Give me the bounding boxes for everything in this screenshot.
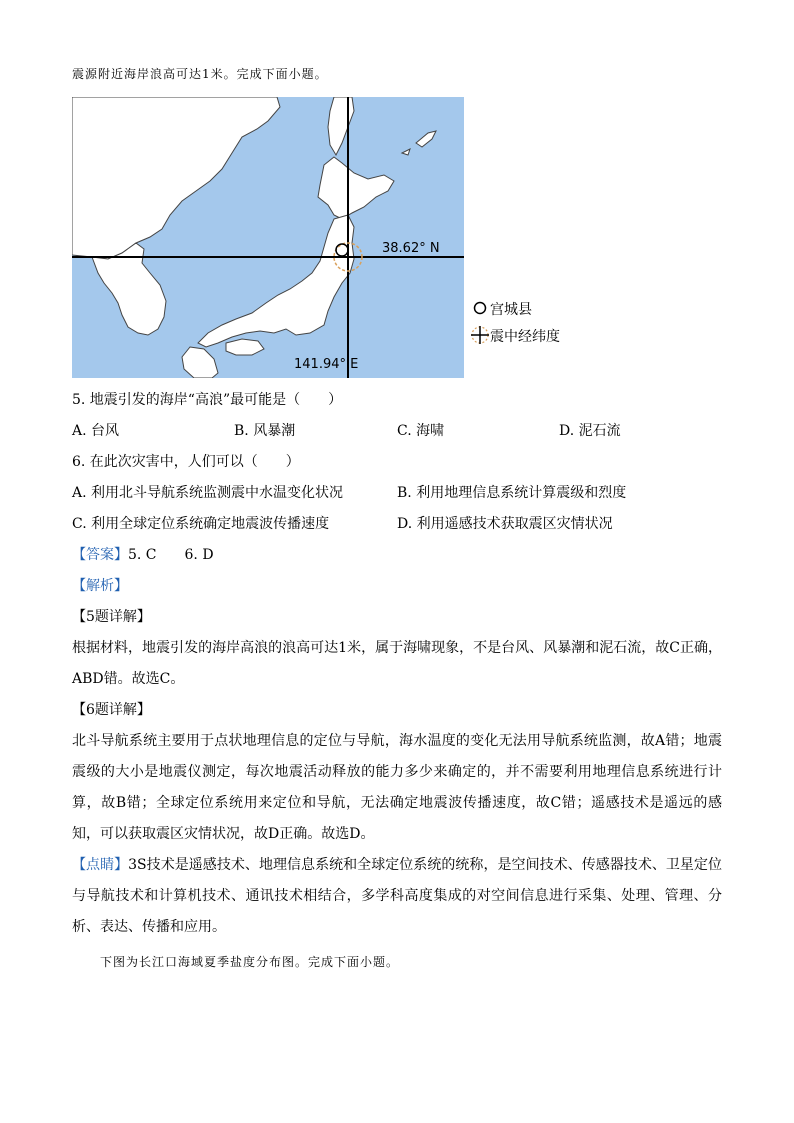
- legend-county-icon: [472, 300, 488, 316]
- legend-epicenter-label: 震中经纬度: [490, 329, 560, 345]
- d6-body: 北斗导航系统主要用于点状地理信息的定位与导航，海水温度的变化无法用导航系统监测，故A错；地震震级的大小是地震仪测定，每次地震活动释放的能力多少来确定的，并不需要利用地理信息系统进行计算，故B错；全球定位系统用来定位和导航，无法确定地震波传播速度，故C错；遥感技术是遥远的感知，可以获取震区灾情状况，故D正确。故选D。: [72, 733, 722, 842]
- q5-option-a: A. 台风: [72, 423, 120, 439]
- answer-line: [72, 545, 214, 565]
- q6-option-d: D. 利用遥感技术获取震区灾情状况: [397, 516, 613, 532]
- legend-epicenter-icon: [470, 325, 490, 345]
- d5-body: 根据材料，地震引发的海岸高浪的浪高可达1米，属于海啸现象，不是台风、风暴潮和泥石流，故C正确，ABD错。故选C。: [72, 640, 722, 687]
- q5-option-b: B. 风暴潮: [234, 423, 296, 439]
- q5-option-c: C. 海啸: [397, 423, 445, 439]
- intro-line: 震源附近海岸浪高可达1米。完成下面小题。: [72, 67, 328, 81]
- q5-stem: 5. 地震引发的海岸“高浪”最可能是（ ）: [72, 392, 343, 408]
- answer-label: 【答案】: [72, 547, 128, 563]
- d5-heading: 【5题详解】: [72, 609, 151, 625]
- d6-heading: 【6题详解】: [72, 702, 151, 718]
- answer-text: 5. C 6. D: [128, 547, 214, 563]
- q6-option-b: B. 利用地理信息系统计算震级和烈度: [397, 485, 627, 501]
- longitude-label: 141.94° E: [294, 357, 359, 372]
- tip-paragraph: [72, 850, 722, 943]
- latitude-label: 38.62° N: [382, 241, 440, 256]
- q5-option-d: D. 泥石流: [559, 423, 621, 439]
- legend-county-label: 宫城县: [490, 302, 532, 318]
- q6-option-a: A. 利用北斗导航系统监测震中水温变化状况: [72, 485, 344, 501]
- q6-stem: 6. 在此次灾害中，人们可以（ ）: [72, 454, 300, 470]
- tip-body: 3S技术是遥感技术、地理信息系统和全球定位系统的统称，是空间技术、传感器技术、卫星定位与导航技术和计算机技术、通讯技术相结合，多学科高度集成的对空间信息进行采集、处理、管理、分析、表达、传播和应用。: [72, 857, 723, 935]
- analysis-label: 【解析】: [72, 578, 128, 594]
- next-intro: 下图为长江口海域夏季盐度分布图。完成下面小题。: [100, 955, 400, 969]
- tip-label: 【点睛】: [72, 857, 129, 873]
- q6-option-c: C. 利用全球定位系统确定地震波传播速度: [72, 516, 330, 532]
- japan-earthquake-map: [72, 97, 464, 378]
